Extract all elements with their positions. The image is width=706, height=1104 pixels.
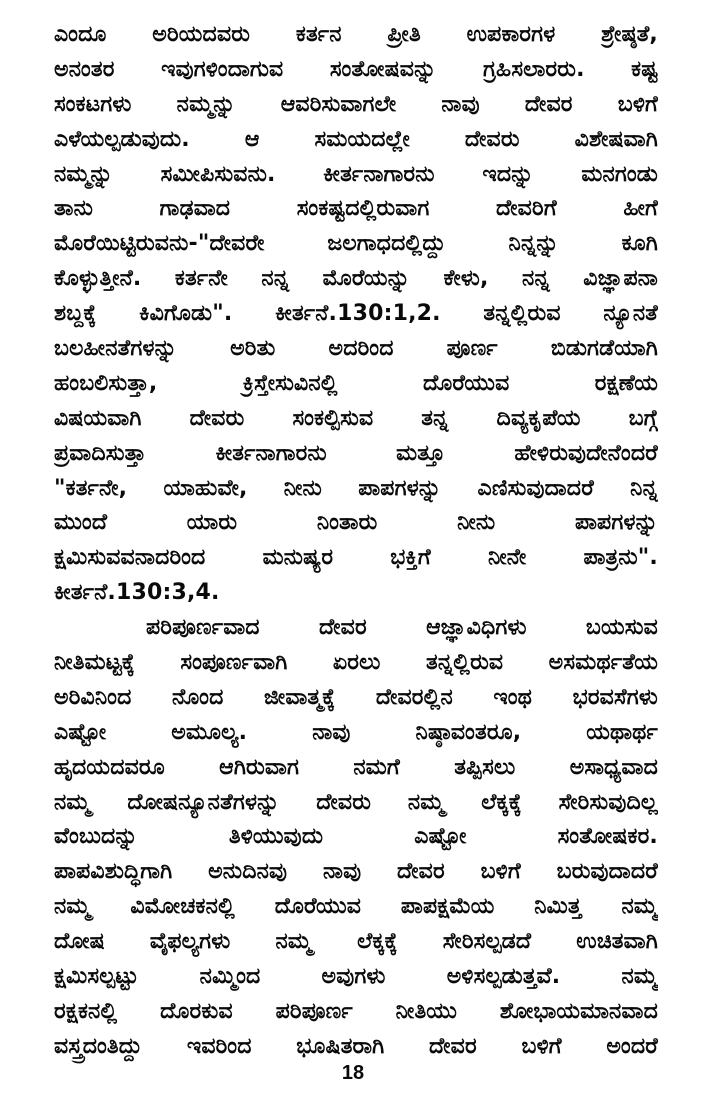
text-line: ನಮ್ಮ ವಿಮೋಚಕನಲ್ಲಿ ದೊರೆಯುವ ಪಾಪಕ್ಷಮೆಯ ನಿಮಿತ್ತ ನಮ್ಮ bbox=[54, 894, 658, 920]
text-line: ನಮ್ಮನ್ನು ಸಮೀಪಿಸುವನು. ಕೀರ್ತನಾಗಾರನು ಇದನ್ನು ಮನಗಂಡು bbox=[54, 161, 658, 187]
text-line: ಮುಂದೆ ಯಾರು ನಿಂತಾರು ನೀನು ಪಾಪಗಳನ್ನು bbox=[54, 510, 658, 536]
text-line: ಕ್ಷಮಿಸುವವನಾದರಿಂದ ಮನುಷ್ಯರ ಭಕ್ತಿಗೆ ನೀನೇ ಪಾತ್ರನು". bbox=[54, 545, 658, 571]
text-line: ಅನಂತರ ಇವುಗಳಿಂದಾಗುವ ಸಂತೋಷವನ್ನು ಗ್ರಹಿಸಲಾರರು. ಕಷ್ಟ bbox=[54, 56, 658, 82]
text-line: ದೋಷ ವೈಫಲ್ಯಗಳು ನಮ್ಮ ಲೆಕ್ಕಕ್ಕೆ ಸೇರಿಸಲ್ಪಡದೆ ಉಚಿತವಾಗಿ bbox=[54, 929, 658, 955]
text-line: ಕ್ಷಮಿಸಲ್ಪಟ್ಟು ನಮ್ಮಿಂದ ಅವುಗಳು ಅಳಿಸಲ್ಪಡುತ್ತವೆ. ನಮ್ಮ bbox=[54, 964, 658, 990]
text-line: ಮೊರೆಯಿಟ್ಟಿರುವನು-"ದೇವರೇ ಜಲಗಾಧದಲ್ಲಿದ್ದು ನಿನ್ನನ್ನು ಕೂಗಿ bbox=[54, 231, 658, 257]
text-line: ಎಷ್ಟೋ ಅಮೂಲ್ಯ. ನಾವು ನಿಷ್ಠಾವಂತರೂ, ಯಥಾರ್ಥ bbox=[54, 719, 658, 745]
text-line: ಎಳೆಯಲ್ಪಡುವುದು. ಆ ಸಮಯದಲ್ಲೇ ದೇವರು ವಿಶೇಷವಾಗಿ bbox=[54, 126, 658, 152]
text-line: ತಾನು ಗಾಢವಾದ ಸಂಕಷ್ಟದಲ್ಲಿರುವಾಗ ದೇವರಿಗೆ ಹೀಗೆ bbox=[54, 196, 658, 222]
text-line: ಕೀರ್ತನೆ.130:3,4. bbox=[54, 580, 220, 606]
text-line: ಬಲಹೀನತೆಗಳನ್ನು ಅರಿತು ಅದರಿಂದ ಪೂರ್ಣ ಬಿಡುಗಡೆಯಾಗಿ bbox=[54, 336, 658, 362]
text-line: ವೆಂಬುದನ್ನು ತಿಳಿಯುವುದು ಎಷ್ಟೋ ಸಂತೋಷಕರ. bbox=[54, 824, 658, 850]
text-line: ರಕ್ಷಕನಲ್ಲಿ ದೊರಕುವ ಪರಿಪೂರ್ಣ ನೀತಿಯು ಶೋಭಾಯಮಾನವಾದ bbox=[54, 998, 658, 1024]
text-line: ನಮ್ಮ ದೋಷನ್ಯೂನತೆಗಳನ್ನು ದೇವರು ನಮ್ಮ ಲೆಕ್ಕಕ್ಕೆ ಸೇರಿಸುವುದಿಲ್ಲ bbox=[54, 789, 658, 815]
body-text bbox=[54, 18, 658, 1065]
text-line: ಎಂದೂ ಅರಿಯದವರು ಕರ್ತನ ಪ್ರೀತಿ ಉಪಕಾರಗಳ ಶ್ರೇಷ್ಠತೆ, bbox=[54, 22, 658, 47]
text-line: ಹಂಬಲಿಸುತ್ತಾ, ಕ್ರಿಸ್ತೇಸುವಿನಲ್ಲಿ ದೊರೆಯುವ ರಕ್ಷಣೆಯ bbox=[54, 370, 658, 396]
text-line: ವಿಷಯವಾಗಿ ದೇವರು ಸಂಕಲ್ಪಿಸುವ ತನ್ನ ದಿವ್ಯಕೃಪೆಯ ಬಗ್ಗೆ bbox=[54, 405, 658, 431]
page-number: 18 bbox=[341, 1062, 365, 1084]
text-line: ಸಂಕಟಗಳು ನಮ್ಮನ್ನು ಆವರಿಸುವಾಗಲೇ ನಾವು ದೇವರ ಬಳಿಗೆ bbox=[54, 91, 658, 117]
text-line: ವಸ್ತ್ರದಂತಿದ್ದು ಇವರಿಂದ ಭೂಷಿತರಾಗಿ ದೇವರ ಬಳಿಗೆ ಅಂದರೆ bbox=[54, 1033, 658, 1059]
text-line: ಹೃದಯದವರೂ ಆಗಿರುವಾಗ ನಮಗೆ ತಪ್ಪಿಸಲು ಅಸಾಧ್ಯವಾದ bbox=[54, 754, 658, 780]
text-line: ಪ್ರವಾದಿಸುತ್ತಾ ಕೀರ್ತನಾಗಾರನು ಮತ್ತೂ ಹೇಳಿರುವುದೇನೆಂದರೆ bbox=[54, 440, 658, 466]
text-line: ನೀತಿಮಟ್ಟಕ್ಕೆ ಸಂಪೂರ್ಣವಾಗಿ ಏರಲು ತನ್ನಲ್ಲಿರುವ ಅಸಮರ್ಥತೆಯ bbox=[54, 650, 658, 676]
text-line: "ಕರ್ತನೇ, ಯಾಹುವೇ, ನೀನು ಪಾಪಗಳನ್ನು ಎಣಿಸುವುದಾದರೆ ನಿನ್ನ bbox=[54, 475, 658, 501]
text-line: ಅರಿವಿನಿಂದ ನೊಂದ ಜೀವಾತ್ಮಕ್ಕೆ ದೇವರಲ್ಲಿನ ಇಂಥ ಭರವಸೆಗಳು bbox=[54, 684, 658, 710]
text-line: ಕೊಳ್ಳುತ್ತೀನೆ. ಕರ್ತನೇ ನನ್ನ ಮೊರೆಯನ್ನು ಕೇಳು, ನನ್ನ ವಿಜ್ಞಾಪನಾ bbox=[54, 266, 658, 292]
paragraph-start-line: ಪರಿಪೂರ್ಣವಾದ ದೇವರ ಆಜ್ಞಾವಿಧಿಗಳು ಬಯಸುವ bbox=[146, 615, 658, 641]
text-line: ಶಬ್ದಕ್ಕೆ ಕಿವಿಗೊಡು". ಕೀರ್ತನೆ.130:1,2. ತನ್ನಲ್ಲಿರುವ ನ್ಯೂನತೆ bbox=[54, 301, 658, 327]
text-line: ಪಾಪವಿಶುದ್ಧಿಗಾಗಿ ಅನುದಿನವು ನಾವು ದೇವರ ಬಳಿಗೆ ಬರುವುದಾದರೆ bbox=[54, 859, 658, 885]
